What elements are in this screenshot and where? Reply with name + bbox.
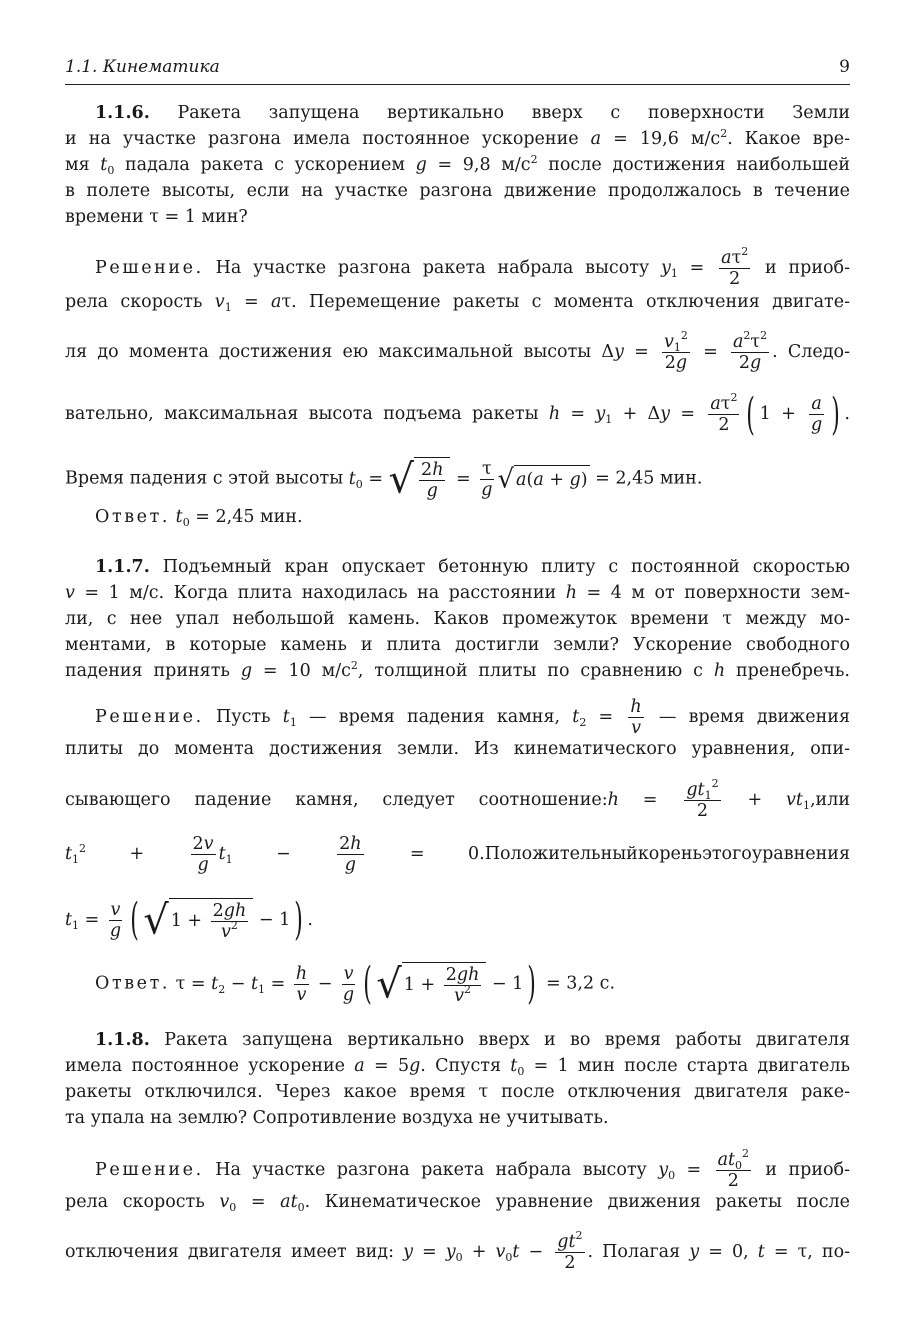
- problem-number: 1.1.6.: [95, 103, 150, 123]
- answer-label: Ответ.: [95, 973, 171, 994]
- solution-116-line-5: Время падения с этой высоты $t_0$ = √ $\frac{2h}{g}$ = $\frac{\tau}{g}$ √ a(a + g) = 2,45 мин.: [65, 456, 703, 502]
- problem-118-line-4: та упала на землю? Сопротивление воздуха не учитывать.: [65, 1108, 609, 1128]
- problem-116-line-4: в полете высоты, если на участке разгона движение продолжалось в течение: [65, 181, 850, 201]
- problem-117-line-1: 1.1.7. Подъемный кран опускает бетонную плиту с постоянной скоростью: [95, 557, 850, 577]
- solution-117-line-5: $t_1$ = $\frac{v}{g}$ ( √ 1 + $\frac{2gh}{v^2}$ − 1) .: [65, 894, 313, 945]
- solution-label: Решение.: [95, 707, 204, 727]
- running-header: [65, 52, 850, 85]
- problem-117-line-5: падения принять g = 10 $м/с^2$, толщиной плиты по сравнению с h пренебречь.: [65, 659, 850, 681]
- solution-118-line-3: отключения двигателя имеет вид: $y = y_0 + v_0t$ − $\frac{gt^2}{2}$ . Полагая y = 0, t = τ, по-: [65, 1229, 851, 1273]
- problem-116-line-2: и на участке разгона имела постоянное ускорение a = 19,6 $м/с^2$. Какое вре-: [65, 127, 850, 149]
- solution-116-line-2: рела скорость $v_1 = a\tau$. Перемещение ракеты с момента отключения двигате-: [65, 292, 851, 314]
- problem-116-line-1: 1.1.6. Ракета запущена вертикально вверх с поверхности Земли: [95, 103, 850, 123]
- solution-label: Решение.: [95, 258, 204, 278]
- problem-number: 1.1.7.: [95, 557, 150, 577]
- solution-117-line-1: Решение. Пусть $t_1$ — время падения камня, $t_2$ = $\frac{h}{v}$ — время движения: [95, 697, 850, 738]
- section-title: 1.1. Кинематика: [65, 57, 220, 77]
- solution-116-line-3: ля до момента достижения ею максимальной высоты Δy = $\frac{v_1^2}{2g}$ = $\frac{a^2\tau^2}{2g}$ . Следо-: [65, 329, 850, 373]
- problem-118-line-2: имела постоянное ускорение a = 5g. Спустя $t_0 = 1$ мин после старта двигатель: [65, 1056, 850, 1078]
- solution-117-line-3: сывающего падение камня, следует соотношение:h = $\frac{gt_1^2}{2}$ + $vt_1,или$: [65, 777, 850, 821]
- problem-117-line-4: ментами, в которые камень и плита достигли земли? Ускорение свободного: [65, 635, 850, 655]
- page-number: 9: [839, 57, 850, 77]
- problem-number: 1.1.8.: [95, 1030, 150, 1050]
- answer-117: Ответ. $\tau = t_2 - t_1$ = $\frac{h}{v}$ − $\frac{v}{g}$ ( √ 1 + $\frac{2gh}{v^2}$ − 1) = 3,2 с.: [95, 958, 616, 1009]
- solution-118-line-2: рела скорость $v_0 = at_0$. Кинематическое уравнение движения ракеты после: [65, 1192, 851, 1214]
- problem-118-line-1: 1.1.8. Ракета запущена вертикально вверх и во время работы двигателя: [95, 1030, 850, 1050]
- answer-label: Ответ.: [95, 507, 171, 527]
- solution-label: Решение.: [95, 1160, 204, 1180]
- solution-117-line-4: $t_1^2$ + $\frac{2v}{g}$ $t_1$ − $\frac{2h}{g}$ = 0.Положительныйкореньэтогоуравнения: [65, 834, 850, 875]
- problem-118-line-3: ракеты отключился. Через какое время τ после отключения двигателя раке-: [65, 1082, 850, 1102]
- solution-118-line-1: Решение. На участке разгона ракета набрала высоту $y_0$ = $\frac{at_0^2}{2}$ и приоб-: [95, 1147, 850, 1191]
- answer-116: Ответ. $t_0 = 2,45$ мин.: [95, 507, 303, 529]
- solution-116-line-1: Решение. На участке разгона ракета набрала высоту $y_1$ = $\frac{a\tau^2}{2}$ и приоб-: [95, 245, 850, 289]
- problem-117-line-2: v = 1 м/с. Когда плита находилась на расстоянии h = 4 м от поверхности зем-: [65, 583, 851, 603]
- solution-116-line-4: вательно, максимальная высота подъема ракеты $h = y_1 + \Delta y$ = $\frac{a\tau^2}{2}$ ( 1 + $\frac{a}{g}$ ) .: [65, 388, 850, 440]
- solution-117-line-2: плиты до момента достижения земли. Из кинематического уравнения, опи-: [65, 739, 850, 759]
- problem-116-line-3: мя $t_0$ падала ракета с ускорением g = 9,8 $м/с^2$ после достижения наибольшей: [65, 153, 851, 177]
- problem-117-line-3: ли, с нее упал небольшой камень. Каков промежуток времени τ между мо-: [65, 609, 850, 629]
- problem-116-line-5: времени τ = 1 мин?: [65, 207, 248, 227]
